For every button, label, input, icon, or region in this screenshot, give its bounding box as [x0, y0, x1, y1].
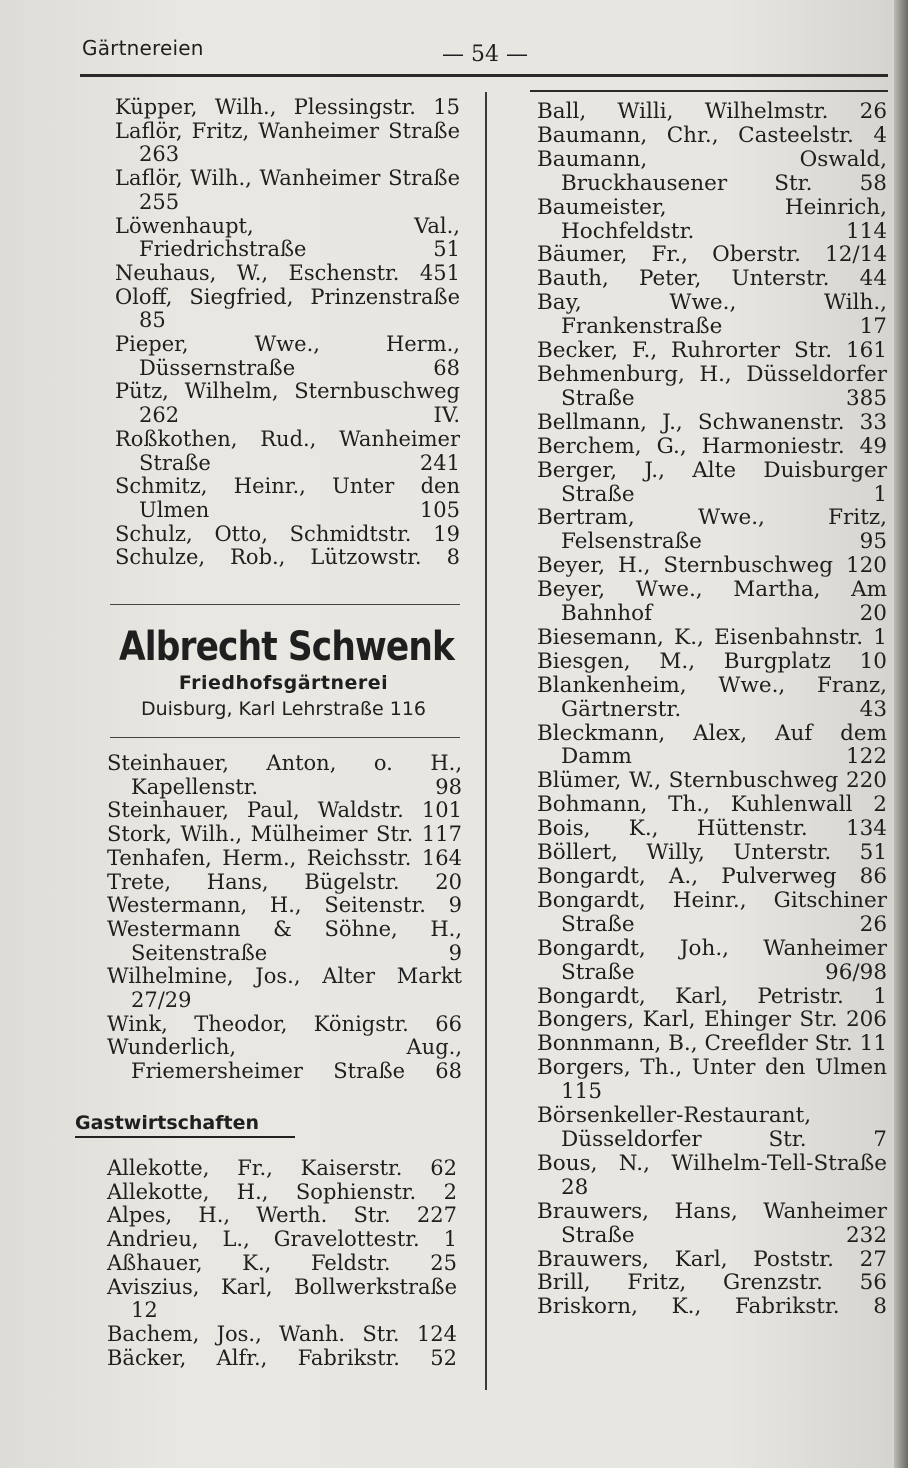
list-item: Wunderlich, Aug., Friemersheimer Straße 68 [107, 1035, 462, 1084]
list-item: Briskorn, K., Fabrikstr. 8 [537, 1294, 887, 1320]
list-item: Bous, N., Wilhelm-Tell-Straße 28 [537, 1150, 887, 1200]
list-item: Bachem, Jos., Wanh. Str. 124 [107, 1321, 457, 1346]
list-item: Berger, J., Alte Duisburger Straße 1 [537, 457, 887, 507]
list-item: Bongardt, Heinr., Gitschiner Straße 26 [537, 887, 887, 937]
list-item: Trete, Hans, Bügelstr. 20 [107, 869, 462, 894]
header-rule [80, 74, 888, 77]
list-item: Stork, Wilh., Mülheimer Str. 117 [107, 822, 462, 847]
list-item: Pütz, Wilhelm, Sternbuschweg 262 IV. [115, 379, 460, 428]
list-item: Allekotte, H., Sophienstr. 2 [107, 1179, 457, 1204]
page-header [82, 32, 882, 72]
page-number: — 54 — [442, 42, 528, 67]
list-item: Böllert, Willy, Unterstr. 51 [537, 840, 887, 866]
list-item: Westermann & Söhne, H., Seitenstraße 9 [107, 916, 462, 965]
left-column-top [115, 96, 460, 570]
list-item: Alpes, H., Werth. Str. 227 [107, 1203, 457, 1228]
list-item: Schmitz, Heinr., Unter den Ulmen 105 [115, 474, 460, 522]
list-item: Bois, K., Hüttenstr. 134 [537, 816, 887, 842]
list-item: Löwenhaupt, Val., Friedrichstraße 51 [115, 213, 460, 262]
list-item: Aßhauer, K., Feldstr. 25 [107, 1250, 457, 1275]
list-item: Baumann, Oswald, Bruckhausener Str. 58 [537, 146, 887, 196]
list-item: Ball, Willi, Wilhelmstr. 26 [537, 99, 887, 124]
list-item: Bäcker, Alfr., Fabrikstr. 52 [107, 1345, 457, 1370]
ad-top-rule [110, 604, 460, 605]
list-item: Berchem, G., Harmoniestr. 49 [537, 433, 887, 459]
list-item: Brill, Fritz, Grenzstr. 56 [537, 1270, 887, 1296]
list-item: Laflör, Fritz, Wanheimer Straße 263 [115, 118, 460, 167]
page-edge-shadow [894, 0, 908, 1468]
list-item: Neuhaus, W., Eschenstr. 451 [115, 260, 460, 285]
list-item: Wink, Theodor, Königstr. 66 [107, 1011, 462, 1036]
list-item: Roßkothen, Rud., Wanheimer Straße 241 [115, 426, 460, 475]
list-item: Bongardt, Karl, Petristr. 1 [537, 983, 887, 1009]
list-item: Bongardt, A., Pulverweg 86 [537, 864, 887, 889]
list-item: Andrieu, L., Gravelottestr. 1 [107, 1227, 457, 1252]
advertisement [105, 604, 462, 742]
left-column-bottom [107, 1157, 457, 1370]
list-item: Küpper, Wilh., Plessingstr. 15 [115, 95, 460, 119]
list-item: Aviszius, Karl, Bollwerkstraße 12 [107, 1274, 457, 1323]
list-item: Steinhauer, Anton, o. H., Kapellenstr. 98 [107, 751, 462, 799]
list-item: Bay, Wwe., Wilh., Frankenstraße 17 [537, 290, 887, 340]
right-column [537, 100, 887, 1319]
list-item: Becker, F., Ruhrorter Str. 161 [537, 338, 887, 364]
list-item: Bellmann, J., Schwanenstr. 33 [537, 409, 887, 435]
list-item: Oloff, Siegfried, Prinzenstraße 85 [115, 284, 460, 333]
list-item: Beyer, H., Sternbuschweg 120 [537, 553, 887, 579]
list-item: Steinhauer, Paul, Waldstr. 101 [107, 798, 462, 823]
list-item: Pieper, Wwe., Herm., Düssernstraße 68 [115, 332, 460, 380]
list-item: Bertram, Wwe., Fritz, Felsenstraße 95 [537, 505, 887, 555]
list-item: Westermann, H., Seitenstr. 9 [107, 893, 462, 918]
list-item: Bonnmann, B., Creeflder Str. 11 [537, 1031, 887, 1057]
right-column-rule [530, 90, 888, 92]
list-item: Laflör, Wilh., Wanheimer Straße 255 [115, 166, 460, 214]
list-item: Blümer, W., Sternbuschweg 220 [537, 768, 887, 794]
list-item: Bongardt, Joh., Wanheimer Straße 96/98 [537, 935, 887, 985]
list-item: Biesemann, K., Eisenbahnstr. 1 [537, 624, 887, 650]
ad-subtitle: Friedhofsgärtnerei [178, 672, 389, 694]
list-item: Schulze, Rob., Lützowstr. 8 [115, 545, 460, 570]
list-item: Baumann, Chr., Casteelstr. 4 [537, 122, 887, 148]
list-item: Bleckmann, Alex, Auf dem Damm 122 [537, 720, 887, 770]
section-heading: Gastwirtschaften [75, 1112, 295, 1138]
ad-bottom-rule [110, 737, 460, 738]
list-item: Bongers, Karl, Ehinger Str. 206 [537, 1007, 887, 1033]
list-item: Tenhafen, Herm., Reichsstr. 164 [107, 845, 462, 870]
list-item: Schulz, Otto, Schmidtstr. 19 [115, 521, 460, 546]
list-item: Brauwers, Hans, Wanheimer Straße 232 [537, 1198, 887, 1248]
left-column-mid [107, 752, 462, 1084]
list-item: Bohmann, Th., Kuhlenwall 2 [537, 792, 887, 818]
list-item: Borgers, Th., Unter den Ulmen 115 [537, 1055, 887, 1105]
list-item: Allekotte, Fr., Kaiserstr. 62 [107, 1156, 457, 1180]
list-item: Börsenkeller-Restaurant, Düsseldorfer Str. 7 [537, 1103, 887, 1152]
list-item: Baumeister, Heinrich, Hochfeldstr. 114 [537, 194, 887, 244]
list-item: Beyer, Wwe., Martha, Am Bahnhof 20 [537, 577, 887, 627]
list-item: Biesgen, M., Burgplatz 10 [537, 648, 887, 674]
ad-address: Duisburg, Karl Lehrstraße 116 [140, 698, 427, 720]
list-item: Wilhelmine, Jos., Alter Markt 27/29 [107, 964, 462, 1013]
ad-company-name: Albrecht Schwenk [119, 624, 455, 670]
list-item: Behmenburg, H., Düsseldorfer Straße 385 [537, 361, 887, 411]
section-title: Gärtnereien [82, 36, 204, 60]
list-item: Brauwers, Karl, Poststr. 27 [537, 1246, 887, 1272]
list-item: Bauth, Peter, Unterstr. 44 [537, 266, 887, 292]
column-divider [485, 92, 487, 1390]
list-item: Bäumer, Fr., Oberstr. 12/14 [537, 242, 887, 268]
list-item: Blankenheim, Wwe., Franz, Gärtnerstr. 43 [537, 672, 887, 722]
